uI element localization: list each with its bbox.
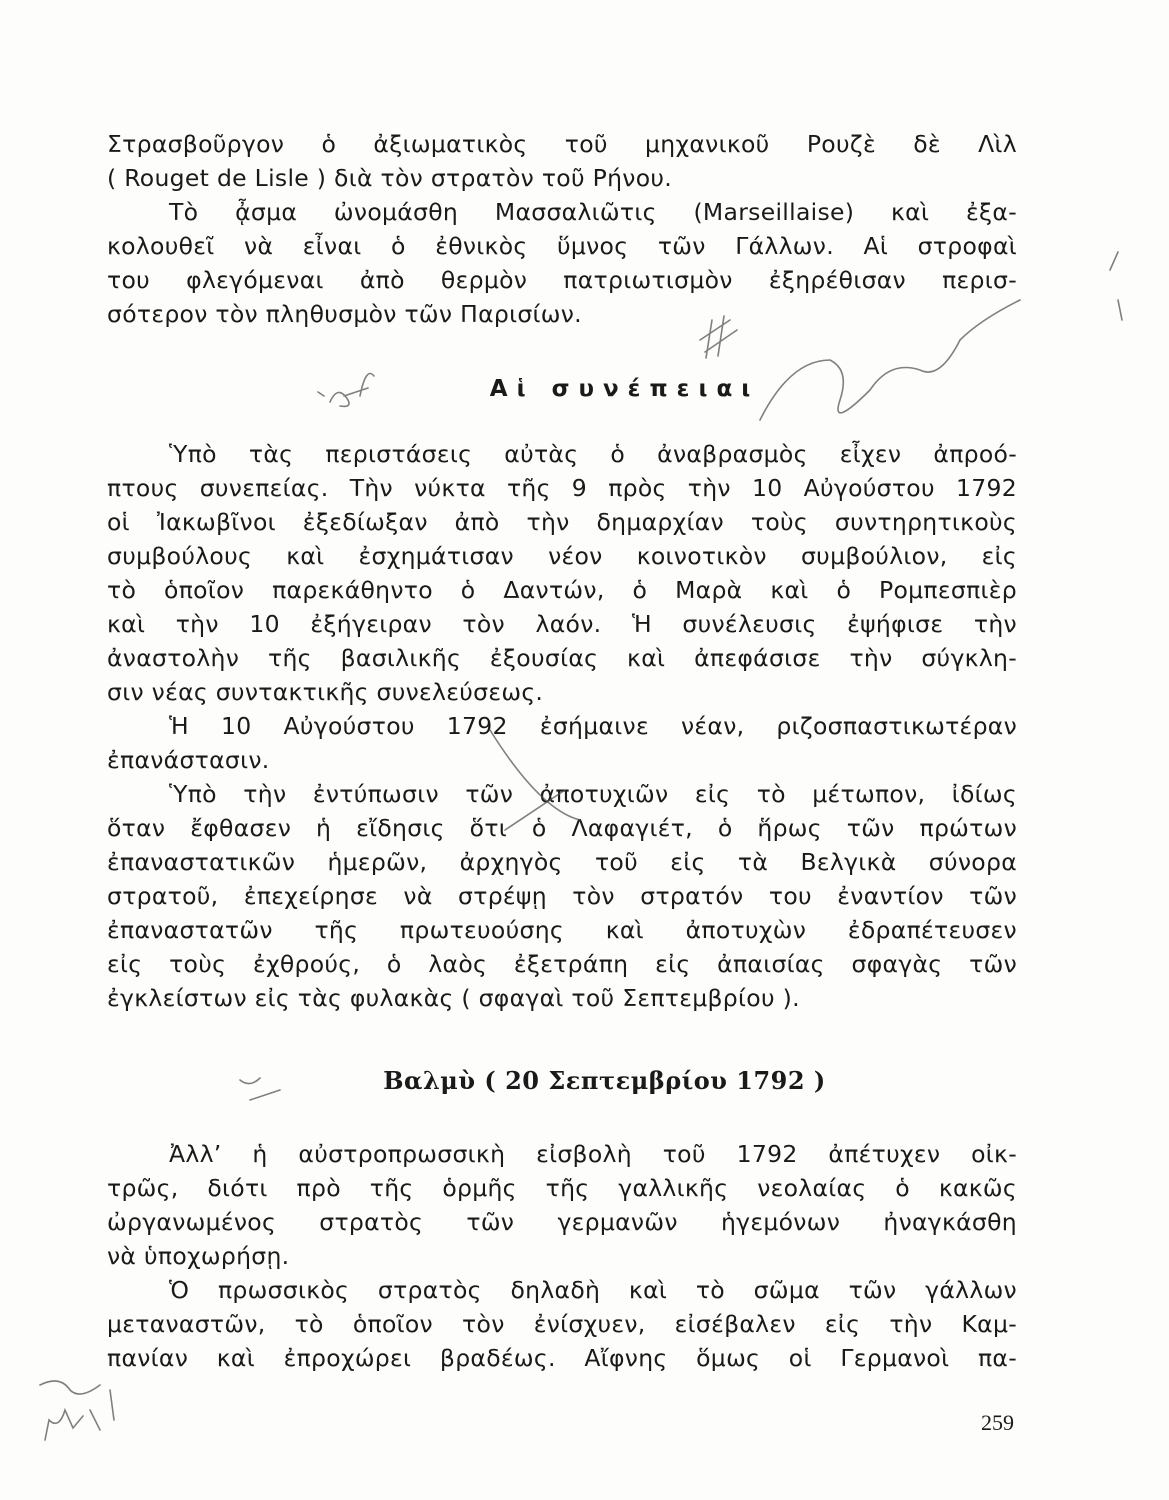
paragraph-line: Τὸ ᾆσμα ὠνομάσθη Μασσαλιῶτις (Marseillaise) καὶ ἐξα- xyxy=(169,198,1017,226)
paragraph-line: πανίαν καὶ ἐπροχώρει βραδέως. Αἴφνης ὅμως οἱ Γερμανοὶ πα- xyxy=(107,1344,1017,1372)
paragraph-line: ἐπαναστατικῶν ἡμερῶν, ἀρχηγὸς τοῦ εἰς τὰ Βελγικὰ σύνορα xyxy=(107,848,1017,876)
section-heading-valmy: Βαλμὺ ( 20 Σεπτεμβρίου 1792 ) xyxy=(383,1066,826,1095)
paragraph-line: Στρασβοῦργον ὁ ἀξιωματικὸς τοῦ μηχανικοῦ Ρουζὲ δὲ Λὶλ xyxy=(107,130,1017,158)
paragraph-line: Ὑπὸ τὴν ἐντύπωσιν τῶν ἀποτυχιῶν εἰς τὸ μέτωπον, ἰδίως xyxy=(169,780,1017,808)
page-number: 259 xyxy=(981,1410,1014,1435)
paragraph-line: του φλεγόμεναι ἀπὸ θερμὸν πατριωτισμὸν ἐξηρέθισαν περισ- xyxy=(107,266,1017,294)
paragraph-line: σιν νέας συντακτικῆς συνελεύσεως. xyxy=(107,678,544,706)
paragraph-line: Ἡ 10 Αὐγούστου 1792 ἐσήμαινε νέαν, ριζοσπαστικωτέραν xyxy=(169,712,1017,740)
paragraph-line: τρῶς, διότι πρὸ τῆς ὁρμῆς τῆς γαλλικῆς νεολαίας ὁ κακῶς xyxy=(107,1174,1017,1202)
paragraph-line: ἀναστολὴν τῆς βασιλικῆς ἐξουσίας καὶ ἀπεφάσισε τὴν σύγκλη- xyxy=(107,644,1017,672)
paragraph-line: κολουθεῖ νὰ εἶναι ὁ ἐθνικὸς ὕμνος τῶν Γάλλων. Αἱ στροφαὶ xyxy=(107,232,1017,260)
paragraph-line: ἐπανάστασιν. xyxy=(107,746,270,774)
paragraph-line: ὠργανωμένος στρατὸς τῶν γερμανῶν ἡγεμόνων ἠναγκάσθη xyxy=(107,1208,1017,1236)
paragraph-line: οἱ Ἰακωβῖνοι ἐξεδίωξαν ἀπὸ τὴν δημαρχίαν τοὺς συντηρητικοὺς xyxy=(107,508,1017,536)
paragraph-line: σότερον τὸν πληθυσμὸν τῶν Παρισίων. xyxy=(107,300,582,328)
paragraph-line: καὶ τὴν 10 ἐξήγειραν τὸν λαόν. Ἡ συνέλευσις ἐψήφισε τὴν xyxy=(107,610,1017,638)
paragraph-line: Ὁ πρωσσικὸς στρατὸς δηλαδὴ καὶ τὸ σῶμα τῶν γάλλων xyxy=(169,1276,1017,1304)
section-heading-consequences: Αἱ συνέπειαι xyxy=(489,376,760,402)
text-block-middle xyxy=(107,437,1017,1015)
text-block-bottom xyxy=(107,1137,1017,1375)
paragraph-line: ἐπαναστατῶν τῆς πρωτευούσης καὶ ἀποτυχὼν ἐδραπέτευσεν xyxy=(107,916,1017,944)
paragraph-line: εἰς τοὺς ἐχθρούς, ὁ λαὸς ἐξετράπη εἰς ἀπαισίας σφαγὰς τῶν xyxy=(107,950,1017,978)
paragraph-line: νὰ ὑποχωρήσῃ. xyxy=(107,1242,290,1270)
paragraph-line: στρατοῦ, ἐπεχείρησε νὰ στρέψῃ τὸν στρατόν του ἐναντίον τῶν xyxy=(107,882,1017,910)
paragraph-line: Ὑπὸ τὰς περιστάσεις αὐτὰς ὁ ἀναβρασμὸς εἶχεν ἀπροό- xyxy=(169,440,1017,468)
paragraph-line: μεταναστῶν, τὸ ὁποῖον τὸν ἐνίσχυεν, εἰσέβαλεν εἰς τὴν Καμ- xyxy=(107,1310,1017,1338)
paragraph-line: πτους συνεπείας. Τὴν νύκτα τῆς 9 πρὸς τὴν 10 Αὐγούστου 1792 xyxy=(107,474,1017,502)
text-block-top xyxy=(107,127,1017,331)
paragraph-line: ὅταν ἔφθασεν ἡ εἴδησις ὅτι ὁ Λαφαγιέτ, ὁ ἥρως τῶν πρώτων xyxy=(107,814,1017,842)
paragraph-line: ( Rouget de Lisle ) διὰ τὸν στρατὸν τοῦ Ρήνου. xyxy=(107,164,673,192)
paragraph-line: τὸ ὁποῖον παρεκάθηντο ὁ Δαντών, ὁ Μαρὰ καὶ ὁ Ρομπεσπιὲρ xyxy=(107,576,1017,604)
paragraph-line: συμβούλους καὶ ἐσχημάτισαν νέον κοινοτικὸν συμβούλιον, εἰς xyxy=(107,542,1017,570)
paragraph-line: Ἀλλ’ ἡ αὐστροπρωσσικὴ εἰσβολὴ τοῦ 1792 ἀπέτυχεν οἰκ- xyxy=(169,1140,1017,1168)
pencil-scribble-bottom xyxy=(40,1381,114,1440)
pencil-stroke-right xyxy=(1110,252,1122,320)
paragraph-line: ἐγκλείστων εἰς τὰς φυλακὰς ( σφαγαὶ τοῦ Σεπτεμβρίου ). xyxy=(107,984,800,1012)
